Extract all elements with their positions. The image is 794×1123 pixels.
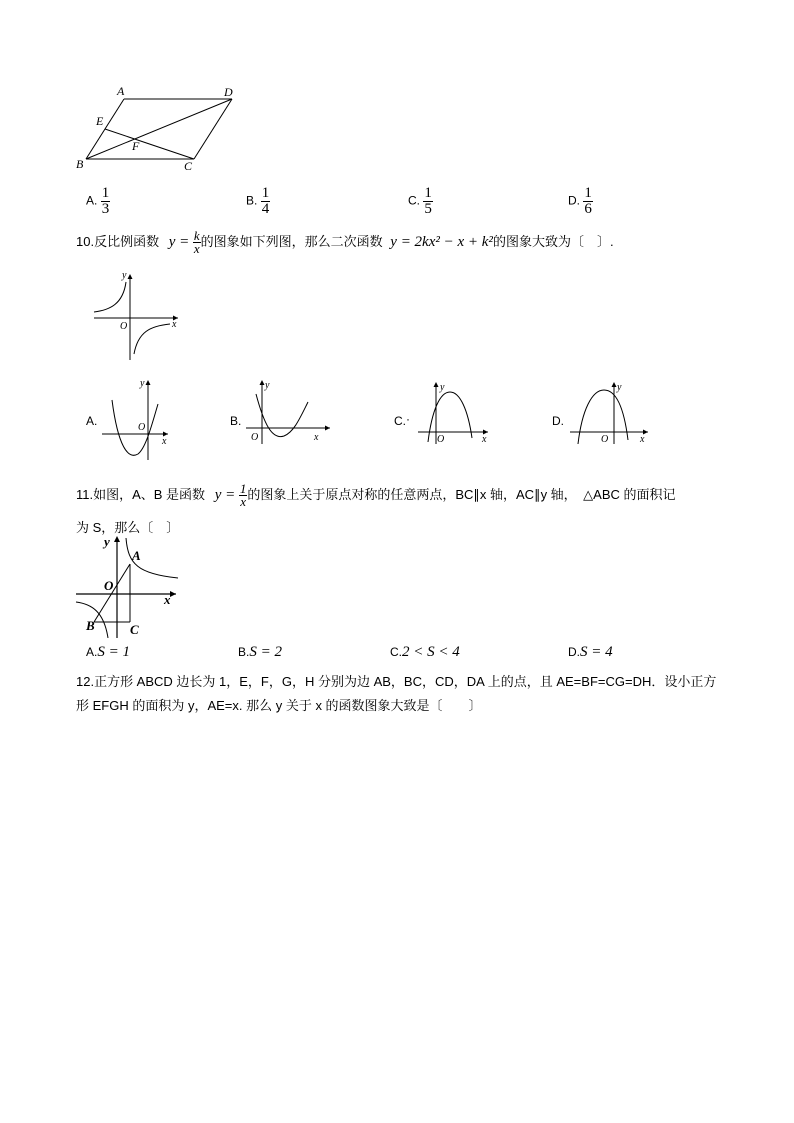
- q11-option-d-letter: D.: [568, 645, 580, 659]
- q11-option-a-expr: S = 1: [97, 644, 130, 660]
- q10-d-origin-label: O: [601, 434, 609, 445]
- q9-option-d-letter: D.: [568, 193, 580, 208]
- q11-option-b-letter: B.: [238, 645, 250, 659]
- q10-d-x-label: x: [640, 434, 645, 445]
- q11-option-c-expr: 2 < S < 4: [402, 644, 460, 660]
- q9-option-a[interactable]: [86, 186, 110, 217]
- q10-b-x-label: x: [314, 432, 319, 443]
- q10-c-origin-label: O: [437, 434, 445, 445]
- q11-formula-fraction: $\frac{1}{x}$: [239, 481, 247, 509]
- q11-x-label: x: [164, 592, 171, 607]
- q10-c-x-label: x: [482, 434, 487, 445]
- q9-option-d[interactable]: [568, 186, 593, 217]
- q11-option-b-expr: S = 2: [249, 644, 282, 660]
- q11-y-label: y: [104, 534, 110, 549]
- q11-prefix: 11.如图，A、B 是函数: [76, 486, 206, 502]
- q10-middle: 的图象如下列图，那么二次函数: [200, 233, 383, 249]
- q9-label-a: A: [117, 84, 125, 98]
- q10-reference-graph: [90, 268, 186, 362]
- q11-option-c-letter: C.: [390, 645, 402, 659]
- q11-formula-lhs: y =: [214, 486, 236, 503]
- q11-option-b[interactable]: [238, 644, 282, 661]
- q10-option-c-graph[interactable]: [416, 380, 494, 446]
- q9-label-e: E: [96, 114, 104, 128]
- q11-o-label: O: [104, 578, 114, 593]
- q11-b-label: B: [86, 618, 95, 633]
- q11-option-c[interactable]: [390, 644, 460, 661]
- q10-option-c-dot: ·: [406, 412, 410, 426]
- q10-option-a-graph[interactable]: [100, 374, 176, 462]
- q9-label-b: B: [76, 157, 84, 171]
- q11-hyperbola-figure: [72, 534, 184, 638]
- q11-a-label: A: [132, 548, 141, 563]
- q10-ref-x-label: x: [172, 319, 177, 330]
- q10-option-a-letter[interactable]: A.: [86, 414, 98, 428]
- q9-label-f: F: [132, 139, 140, 153]
- q9-option-d-fraction: $\frac{1}{6}$: [584, 185, 592, 217]
- q9-label-d: D: [224, 85, 233, 99]
- q10-formula-lhs: y =: [168, 233, 190, 250]
- q10-stem: [76, 230, 614, 255]
- q9-option-c-fraction: $\frac{1}{5}$: [424, 185, 432, 217]
- q12-stem-line1: 12.正方形 ABCD 边长为 1，E，F，G，H 分别为边 AB，BC，CD，DA 上的点，且 AE=BF=CG=DH．设小正方: [76, 674, 717, 689]
- q10-c-y-label: y: [440, 382, 445, 393]
- q10-option-c-letter[interactable]: C.: [394, 414, 406, 428]
- q10-suffix: 的图象大致为〔 〕.: [492, 233, 614, 249]
- q12-stem-line2: 形 EFGH 的面积为 y，AE=x. 那么 y 关于 x 的函数图象大致是〔 〕: [76, 698, 482, 713]
- q11-stem-line1: [76, 483, 676, 508]
- q10-a-y-label: y: [140, 378, 145, 389]
- q11-c-label: C: [130, 622, 139, 637]
- q11-stem-line2: 为 S，那么〔 〕: [76, 520, 180, 535]
- q10-formula-fraction: $\frac{k}{x}$: [193, 228, 200, 256]
- q10-option-b-graph[interactable]: [244, 378, 334, 446]
- q10-a-x-label: x: [162, 436, 167, 447]
- q11-suffix: 的图象上关于原点对称的任意两点，BC∥x 轴，AC∥y 轴， △ABC 的面积记: [247, 486, 676, 502]
- q10-ref-origin-label: O: [120, 321, 128, 332]
- q10-option-d-graph[interactable]: [568, 380, 652, 446]
- q9-option-b-fraction: $\frac{1}{4}$: [261, 185, 270, 217]
- q9-parallelogram-figure: [72, 84, 252, 174]
- q9-option-b[interactable]: [246, 186, 270, 217]
- q11-option-a[interactable]: [86, 644, 130, 661]
- q11-option-d[interactable]: [568, 644, 613, 661]
- q10-option-b-letter[interactable]: B.: [230, 414, 242, 428]
- q11-option-d-expr: S = 4: [580, 644, 613, 660]
- q10-quadratic-formula: y = 2kx² − x + k²: [390, 233, 493, 250]
- q9-option-c-letter: C.: [408, 193, 420, 208]
- q10-option-d-letter[interactable]: D.: [552, 414, 564, 428]
- q9-option-b-letter: B.: [246, 193, 258, 208]
- q10-a-origin-label: O: [138, 422, 146, 433]
- q11-option-a-letter: A.: [86, 645, 98, 659]
- q9-option-c[interactable]: [408, 186, 433, 217]
- q10-ref-y-label: y: [122, 270, 127, 281]
- q10-b-origin-label: O: [251, 432, 259, 443]
- q9-label-c: C: [184, 159, 193, 173]
- q9-option-a-fraction: $\frac{1}{3}$: [101, 185, 110, 217]
- q10-prefix: 10.反比例函数: [76, 233, 160, 249]
- q9-option-a-letter: A.: [86, 193, 98, 208]
- q10-b-y-label: y: [265, 380, 270, 391]
- q10-d-y-label: y: [617, 382, 622, 393]
